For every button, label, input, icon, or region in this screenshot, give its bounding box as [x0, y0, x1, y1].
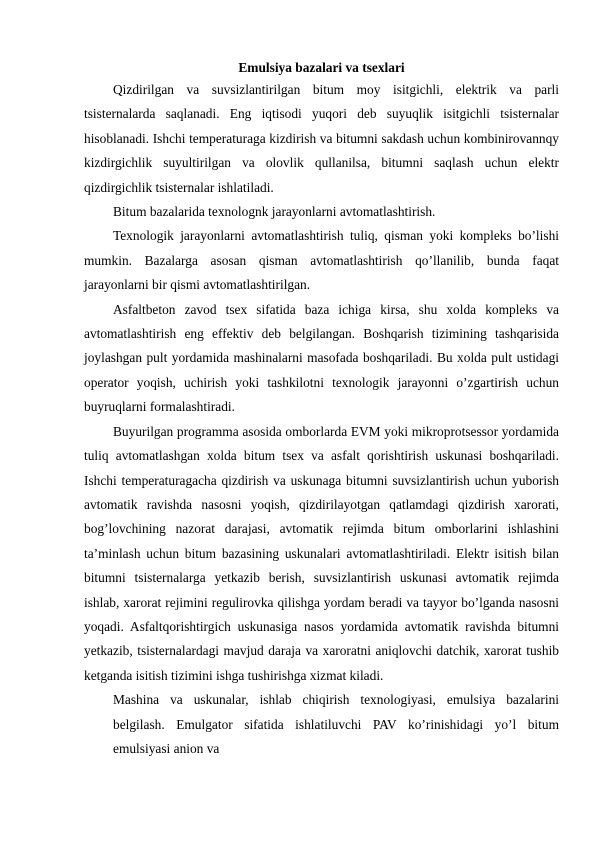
- paragraph-heading-automation: Bitum bazalarida texnolognk jarayonlarni avtomatlashtirish.: [113, 204, 436, 220]
- paragraph-automation-types: Texnologik jarayonlarni avtomatlashtirish tuliq, qisman yoki kompleks bo’lishi mumkin. Bazalarga asosan qisman avtomatlashtirish qo’llanilib, bunda faqat jarayonlarni bir qismi avtomatlashtirilgan.: [84, 228, 559, 293]
- document-title: Emulsiya bazalari va tsexlari: [238, 60, 405, 75]
- final-indented-block: [113, 688, 559, 761]
- paragraph-storage: Qizdirilgan va suvsizlantirilgan bitum moy isitgichli, elektrik va parli tsisternalarda saqlanadi. Eng iqtisodi yuqori deb suyuqlik isitgichli tsisternalar hisoblanadi. Ishchi temperaturaga kizdirish va bitumni sakdash uchun kombinirovannqy kizdirgichlik suyultirilgan va olovlik qullanilsa, bitumni saqlash uchun elektr qizdirgichlik tsisternalar ishlatiladi.: [84, 82, 559, 195]
- paragraph-asphalt-plant: Asfaltbeton zavod tsex sifatida baza ichiga kirsa, shu xolda kompleks va avtomatlashtirish eng effektiv deb belgilangan. Boshqarish tizimining tashqarisida joylashgan pult yordamida mashinalarni masofada boshqariladi. Bu xolda pult ustidagi operator yoqish, uchirish yoki tashkilotni texnologik jarayonni o’zgartirish uchun buyruqlarni formalashtiradi.: [84, 301, 559, 415]
- document-page: [84, 58, 559, 761]
- paragraph-emulsion-bases: Mashina va uskunalar, ishlab chiqirish texnologiyasi, emulsiya bazalarini belgilash. Emulgator sifatida ishlatiluvchi PAV ko’rinishidagi yo’l bitum emulsiyasi anion va: [113, 692, 559, 756]
- paragraph-programmed-control: Buyurilgan programma asosida omborlarda EVM yoki mikroprotsessor yordamida tuliq avtomatlashgan xolda bitum tsex va asfalt qorishtirish uskunasi boshqariladi. Ishchi temperaturagacha qizdirish va uskunaga bitumni suvsizlantirish uchun yuborish avtomatik ravishda nasosni yoqish, qizdirilayotgan qatlamdagi qizdirish xarorati, bog’lovchining nazorat darajasi, avtomatik rejimda bitum omborlarini ishlashini ta’minlash uchun bitum bazasining uskunalari avtomatlashtiriladi. Elektr isitish bilan bitumni tsisternalarga yetkazib berish, suvsizlantirish uskunasi avtomatik rejimda ishlab, xarorat rejimini regulirovka qilishga yordam beradi va tayyor bo’lganda nasosni yoqadi. Asfaltqorishtirgich uskunasiga nasos yordamida avtomatik ravishda bitumni yetkazib, tsisternalardagi mavjud daraja va xaroratni aniqlovchi datchik, xarorat tushib ketganda isitish tizimini ishga tushirishga xizmat kiladi.: [84, 423, 559, 683]
